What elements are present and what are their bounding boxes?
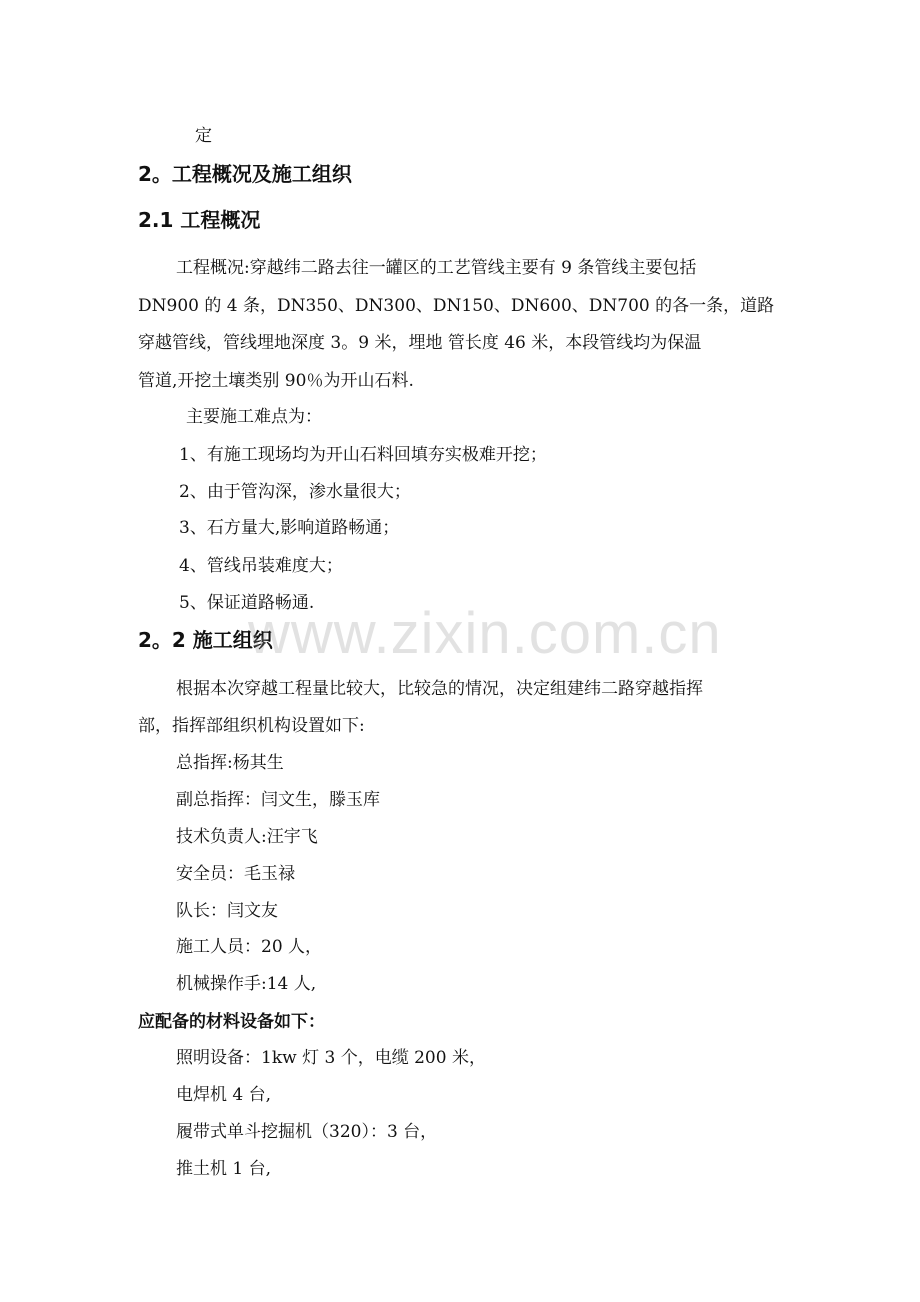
overview-line: 管道,开挖土壤类别 90％为开山石料. — [138, 371, 414, 391]
difficulty-item: 3、石方量大,影响道路畅通； — [179, 518, 400, 538]
equipment-item: 电焊机 4 台, — [176, 1085, 272, 1105]
difficulty-item: 5、保证道路畅通. — [179, 593, 315, 613]
staff-item: 机械操作手:14 人, — [176, 974, 317, 994]
difficulty-item: 2、由于管沟深，渗水量很大； — [179, 482, 411, 502]
staff-item: 安全员：毛玉禄 — [176, 864, 295, 884]
overview-line: 工程概况:穿越纬二路去往一罐区的工艺管线主要有 9 条管线主要包括 — [176, 258, 697, 278]
overview-line: 穿越管线，管线埋地深度 3。9 米，埋地 管长度 46 米，本段管线均为保温 — [138, 333, 702, 353]
watermark-text: www.zixin.com.cn — [248, 601, 722, 666]
difficulty-item: 1、有施工现场均为开山石料回填夯实极难开挖； — [179, 445, 547, 465]
section-2-1-heading: 2.1 工程概况 — [138, 208, 261, 232]
equipment-heading: 应配备的材料设备如下： — [138, 1012, 325, 1032]
overview-line: DN900 的 4 条，DN350、DN300、DN150、DN600、DN700 的各一条，道路 — [138, 296, 775, 316]
section-2-heading: 2。工程概况及施工组织 — [138, 162, 352, 186]
organization-line: 部，指挥部组织机构设置如下: — [138, 716, 365, 736]
staff-item: 技术负责人:汪宇飞 — [176, 827, 318, 847]
staff-item: 副总指挥：闫文生，滕玉库 — [176, 790, 380, 810]
equipment-item: 推土机 1 台, — [176, 1159, 272, 1179]
staff-item: 总指挥:杨其生 — [176, 753, 284, 773]
continuation-text: 定 — [195, 126, 212, 146]
staff-item: 队长：闫文友 — [176, 901, 278, 921]
equipment-item: 履带式单斗挖掘机（320）：3 台， — [176, 1122, 438, 1142]
organization-line: 根据本次穿越工程量比较大，比较急的情况，决定组建纬二路穿越指挥 — [176, 679, 703, 699]
staff-item: 施工人员：20 人， — [176, 937, 323, 957]
section-2-2-heading: 2。2 施工组织 — [138, 628, 273, 652]
difficulty-item: 4、管线吊装难度大； — [179, 556, 343, 576]
difficulties-intro: 主要施工难点为： — [186, 407, 322, 427]
equipment-item: 照明设备：1kw 灯 3 个，电缆 200 米， — [176, 1048, 486, 1068]
